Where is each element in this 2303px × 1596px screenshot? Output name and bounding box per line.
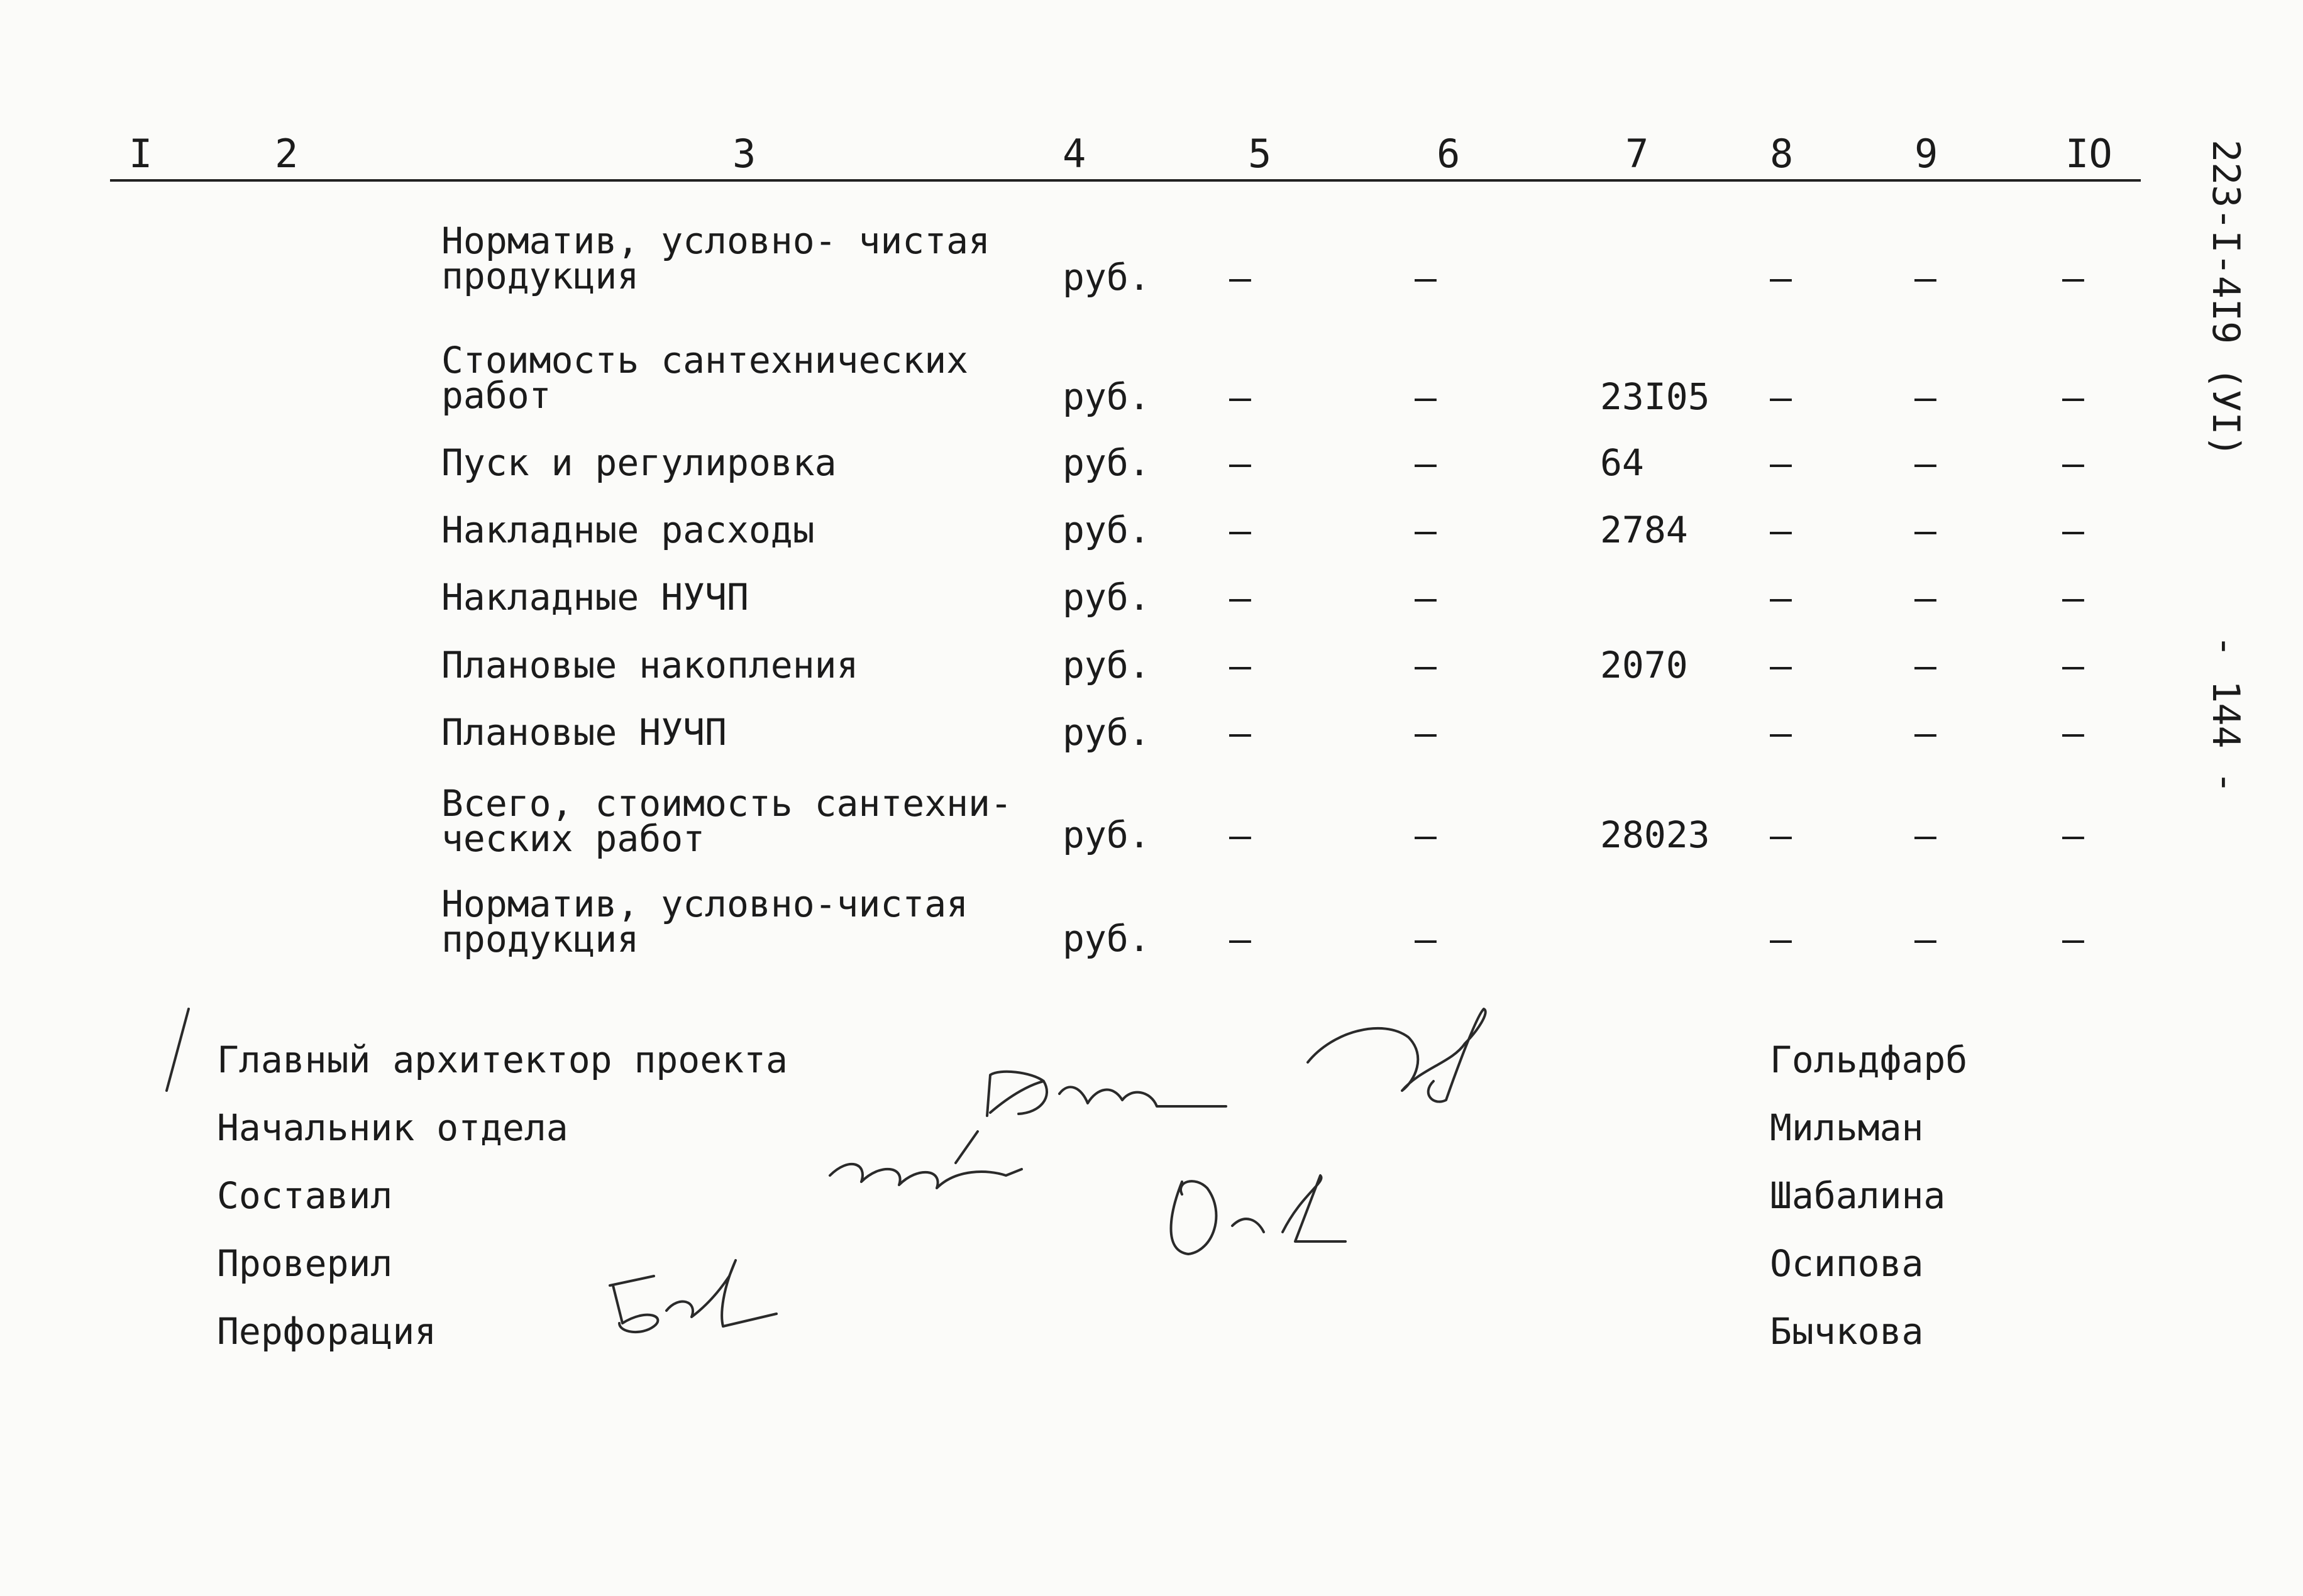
row-2-col7: 23I05 (1600, 375, 1710, 418)
signature-scribble-3 (830, 1131, 1022, 1188)
row-4-col6: – (1415, 509, 1437, 552)
row-8-col7: 28023 (1600, 813, 1710, 856)
row-6-unit: руб. (1063, 644, 1151, 686)
row-3-col6: – (1415, 442, 1437, 485)
row-6-col8: – (1770, 644, 1792, 687)
col-header-2: 2 (275, 131, 299, 177)
row-9-description: Норматив, условно-чистая продукция (441, 883, 969, 960)
row-1-col9: – (1914, 256, 1936, 299)
row-2-col8: – (1770, 376, 1792, 419)
signature-name-department-head: Мильман (1770, 1106, 1924, 1149)
signature-role-chief-architect: Главный архитектор проекта (217, 1038, 788, 1081)
col-header-1: I (129, 131, 153, 177)
page-number-side: - 144 - (2204, 635, 2248, 794)
row-8-col8: – (1770, 814, 1792, 857)
row-7-col8: – (1770, 712, 1792, 754)
row-2-description: Стоимость сантехнических работ (441, 339, 969, 417)
row-1-col6: – (1415, 256, 1437, 299)
signature-scribble-5 (610, 1260, 776, 1332)
signature-name-perforation: Бычкова (1770, 1310, 1924, 1353)
col-header-8: 8 (1770, 131, 1794, 177)
signature-name-checked-by: Осипова (1770, 1242, 1924, 1285)
row-1-col10: – (2062, 256, 2084, 299)
row-5-description: Накладные НУЧП (441, 576, 749, 619)
row-9-col10: – (2062, 918, 2084, 960)
row-7-description: Плановые НУЧП (441, 711, 727, 754)
row-1-description: Норматив, условно- чистая продукция (441, 219, 990, 297)
row-8-col5: – (1229, 814, 1251, 857)
document-code-side: 223-I-4I9 (УI) (2204, 140, 2248, 458)
row-8-unit: руб. (1063, 813, 1151, 856)
row-2-col10: – (2062, 376, 2084, 419)
row-2-unit: руб. (1063, 375, 1151, 418)
row-5-col10: – (2062, 576, 2084, 619)
row-1-col8: – (1770, 256, 1792, 299)
row-3-col8: – (1770, 442, 1792, 485)
col-header-4: 4 (1063, 131, 1086, 177)
row-5-col8: – (1770, 576, 1792, 619)
col-header-5: 5 (1248, 131, 1272, 177)
row-7-unit: руб. (1063, 711, 1151, 754)
row-8-description: Всего, стоимость сантехни- ческих работ (441, 782, 1012, 860)
row-7-col5: – (1229, 712, 1251, 754)
row-4-col8: – (1770, 509, 1792, 552)
signature-role-perforation: Перфорация (217, 1310, 437, 1353)
row-2-col5: – (1229, 376, 1251, 419)
row-3-col9: – (1914, 442, 1936, 485)
row-5-col6: – (1415, 576, 1437, 619)
row-8-col6: – (1415, 814, 1437, 857)
row-8-col10: – (2062, 814, 2084, 857)
col-header-7: 7 (1625, 131, 1649, 177)
row-5-unit: руб. (1063, 576, 1151, 619)
row-4-description: Накладные расходы (441, 509, 815, 551)
row-3-col10: – (2062, 442, 2084, 485)
signature-name-chief-architect: Гольдфарб (1770, 1038, 1968, 1081)
row-6-col6: – (1415, 644, 1437, 687)
row-5-col5: – (1229, 576, 1251, 619)
row-9-col5: – (1229, 918, 1251, 960)
col-header-10: IO (2065, 131, 2112, 177)
signature-role-checked-by: Проверил (217, 1242, 393, 1285)
row-3-col5: – (1229, 442, 1251, 485)
signature-scribble-4 (1171, 1175, 1346, 1254)
signature-name-compiled-by: Шабалина (1770, 1174, 1946, 1217)
row-9-col6: – (1415, 918, 1437, 960)
row-6-col9: – (1914, 644, 1936, 687)
row-5-col9: – (1914, 576, 1936, 619)
row-4-col7: 2784 (1600, 509, 1688, 551)
row-6-col10: – (2062, 644, 2084, 687)
row-3-col7: 64 (1600, 441, 1644, 484)
row-3-unit: руб. (1063, 441, 1151, 484)
row-7-col10: – (2062, 712, 2084, 754)
signature-role-department-head: Начальник отдела (217, 1106, 568, 1149)
row-6-description: Плановые накопления (441, 644, 859, 686)
row-3-description: Пуск и регулировка (441, 441, 837, 484)
row-4-col10: – (2062, 509, 2084, 552)
col-header-6: 6 (1437, 131, 1461, 177)
row-2-col6: – (1415, 376, 1437, 419)
row-4-unit: руб. (1063, 509, 1151, 551)
signature-role-compiled-by: Составил (217, 1174, 393, 1217)
slash-mark (167, 1009, 189, 1091)
header-rule (110, 179, 2141, 182)
row-4-col9: – (1914, 509, 1936, 552)
row-1-unit: руб. (1063, 256, 1151, 299)
row-7-col6: – (1415, 712, 1437, 754)
col-header-9: 9 (1914, 131, 1938, 177)
row-9-col9: – (1914, 918, 1936, 960)
row-9-col8: – (1770, 918, 1792, 960)
row-1-col5: – (1229, 256, 1251, 299)
signature-scribble-1 (987, 1072, 1226, 1116)
row-6-col7: 2070 (1600, 644, 1688, 686)
signature-scribble-2 (1308, 1009, 1486, 1102)
row-7-col9: – (1914, 712, 1936, 754)
col-header-3: 3 (732, 131, 756, 177)
row-8-col9: – (1914, 814, 1936, 857)
row-2-col9: – (1914, 376, 1936, 419)
row-6-col5: – (1229, 644, 1251, 687)
row-4-col5: – (1229, 509, 1251, 552)
row-9-unit: руб. (1063, 917, 1151, 960)
